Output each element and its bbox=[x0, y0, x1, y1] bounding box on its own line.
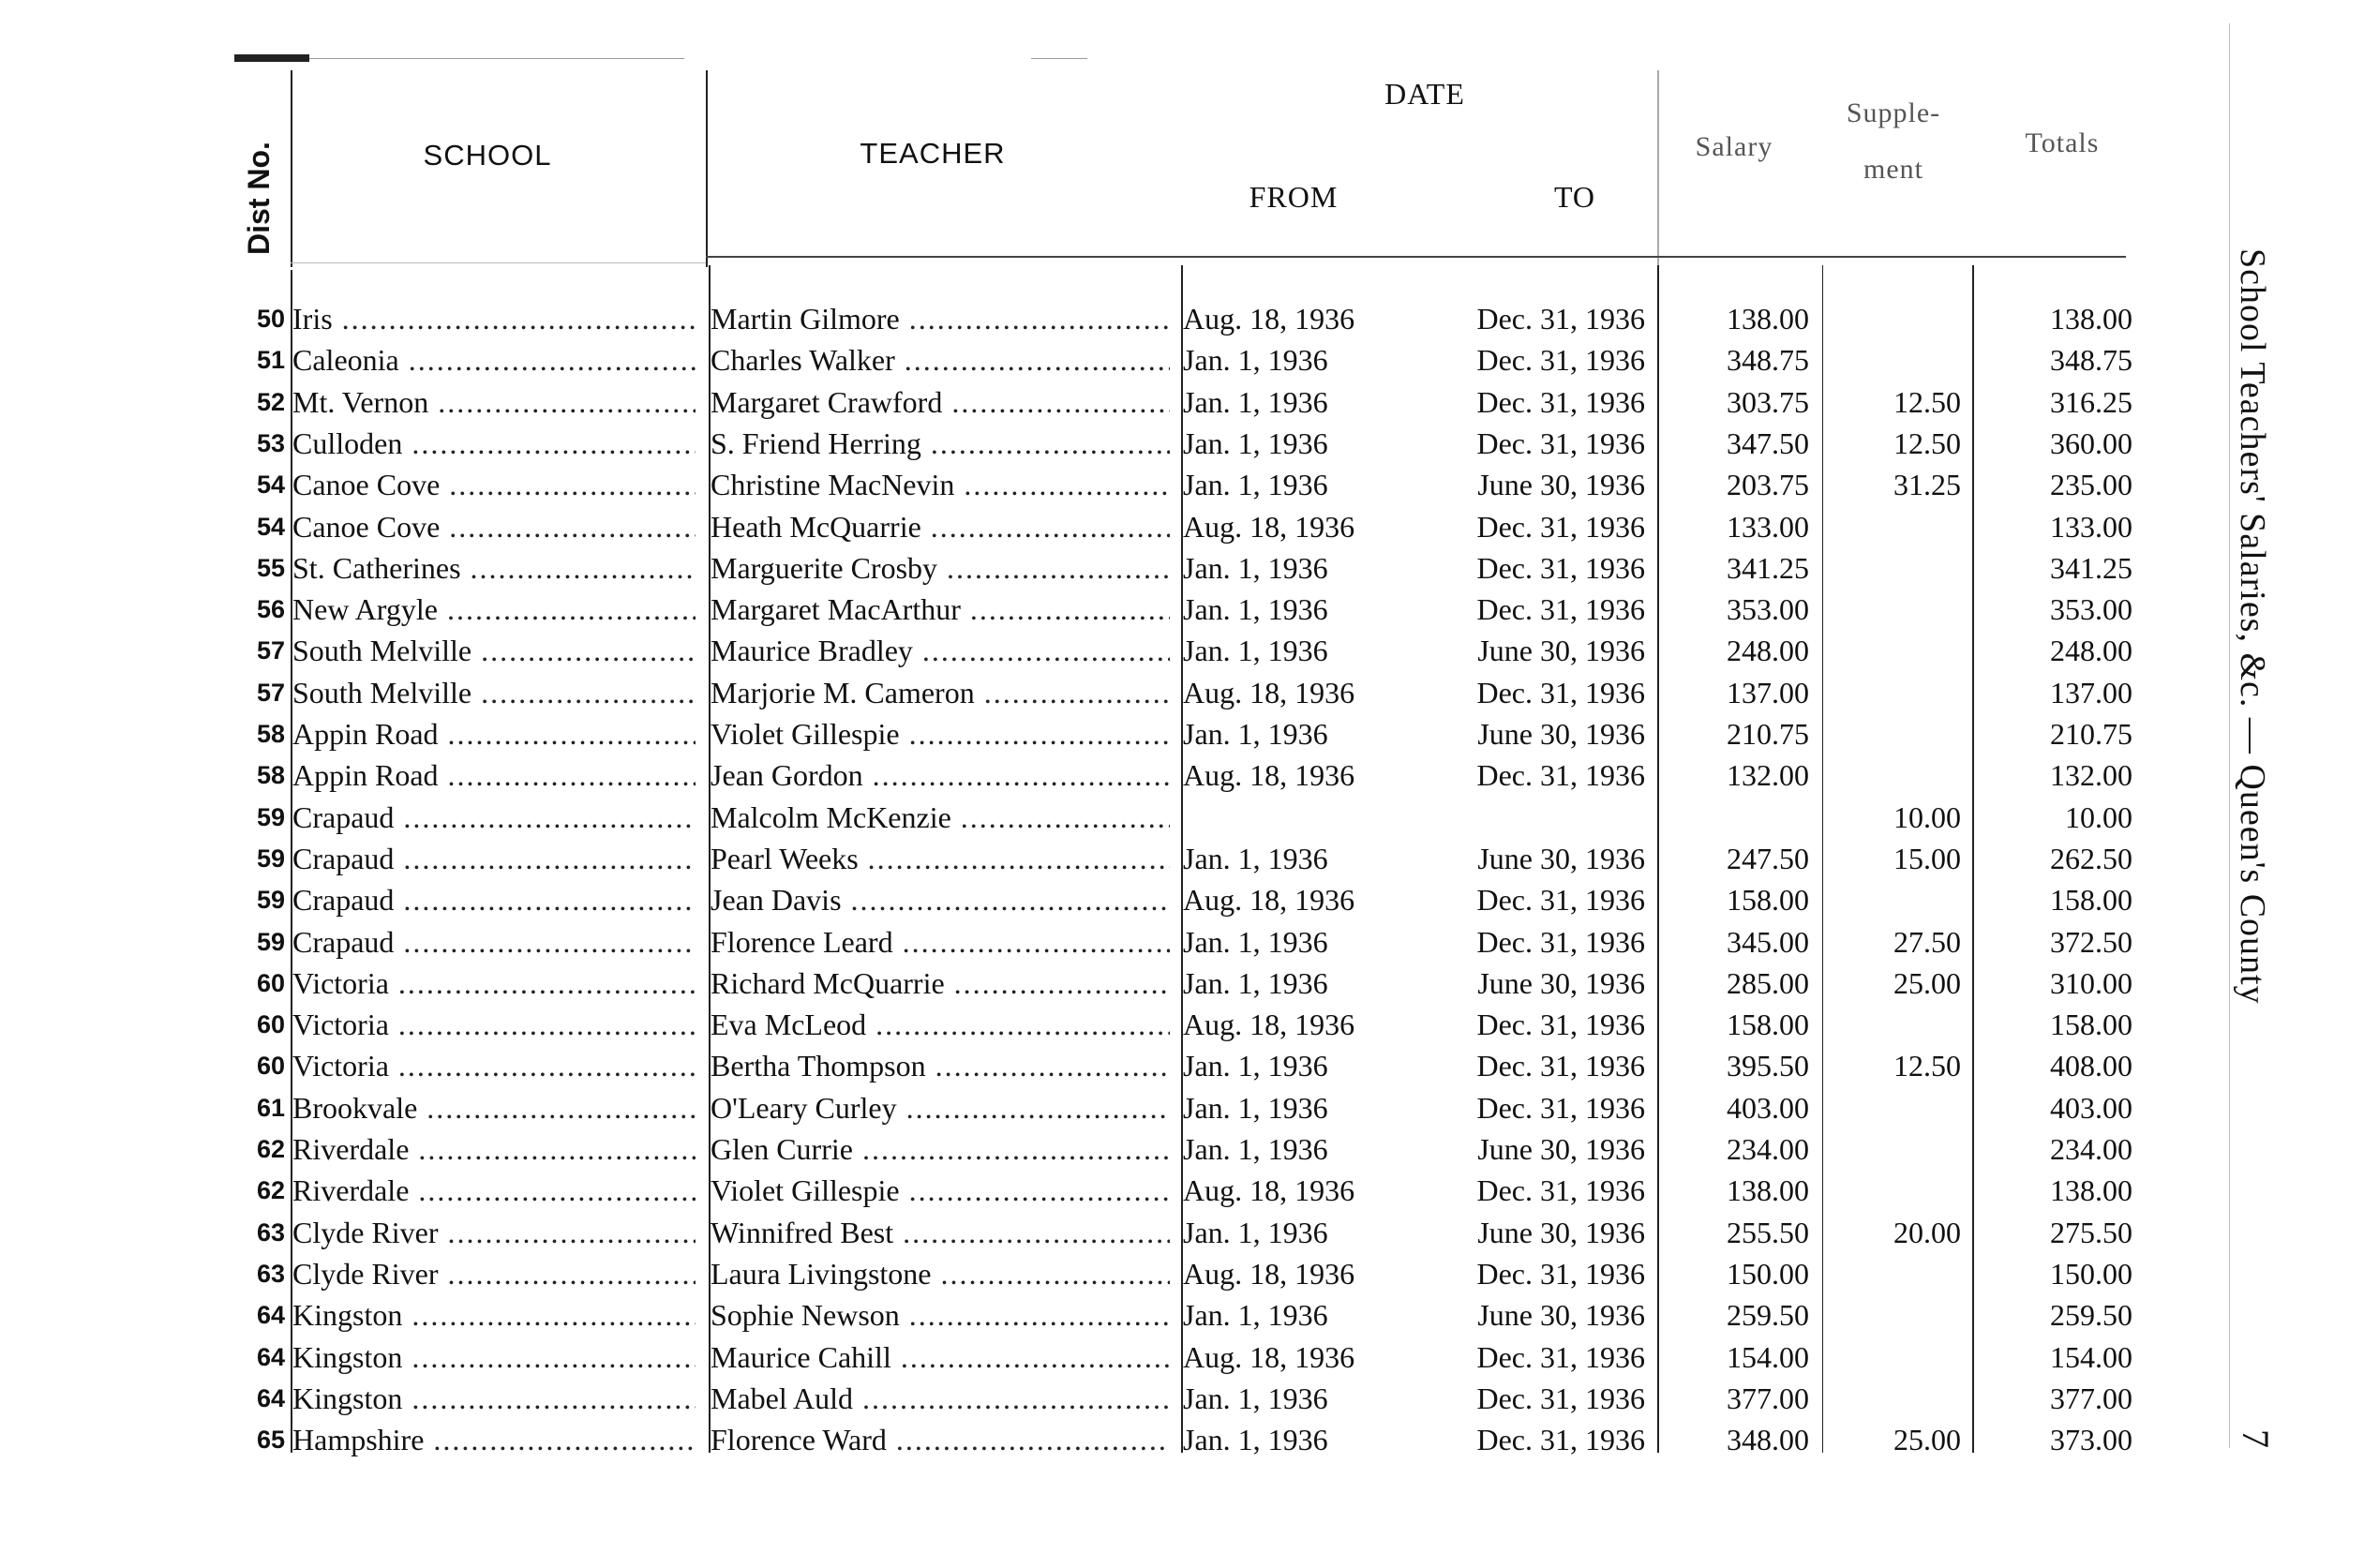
dist-number: 64 bbox=[256, 1301, 285, 1330]
supplement-amount: 10.00 bbox=[1893, 799, 1961, 834]
salary-amount: 203.75 bbox=[1727, 468, 1809, 502]
dist-number: 50 bbox=[256, 305, 285, 333]
table-row bbox=[0, 1212, 2250, 1253]
date-from: Aug. 18, 1936 bbox=[1183, 675, 1355, 709]
teacher-name: Laura Livingstone ..... bbox=[711, 1253, 1170, 1294]
teacher-name: Glen Currie ..... bbox=[711, 1128, 1170, 1170]
salary-amount: 303.75 bbox=[1727, 384, 1809, 419]
total-amount: 158.00 bbox=[2050, 1008, 2132, 1042]
school-name: Riverdale ..... bbox=[292, 1128, 696, 1170]
date-from: Jan. 1, 1936 bbox=[1183, 426, 1328, 460]
school-name: St. Catherines ..... bbox=[292, 547, 696, 589]
school-name: Crapaud ..... bbox=[292, 797, 696, 838]
total-amount: 348.75 bbox=[2050, 343, 2132, 378]
table-row bbox=[0, 1128, 2250, 1170]
table-row bbox=[0, 423, 2250, 464]
table-row bbox=[0, 339, 2250, 381]
date-from: Jan. 1, 1936 bbox=[1183, 924, 1328, 959]
date-to: Dec. 31, 1936 bbox=[1476, 1381, 1645, 1415]
salary-amount: 259.50 bbox=[1727, 1298, 1809, 1333]
teacher-name: Mabel Auld ..... bbox=[711, 1378, 1170, 1419]
header-totals: Totals bbox=[2025, 127, 2100, 158]
total-amount: 259.50 bbox=[2050, 1298, 2132, 1333]
teacher-name: S. Friend Herring ..... bbox=[711, 423, 1170, 464]
total-amount: 154.00 bbox=[2050, 1339, 2132, 1374]
dist-number: 59 bbox=[256, 927, 285, 956]
school-name: Canoe Cove ..... bbox=[292, 464, 696, 505]
salary-amount: 345.00 bbox=[1727, 924, 1809, 959]
date-to: Dec. 31, 1936 bbox=[1476, 1090, 1645, 1125]
date-from: Jan. 1, 1936 bbox=[1183, 1049, 1328, 1083]
table-row bbox=[0, 589, 2250, 630]
teacher-name: Marguerite Crosby ..... bbox=[711, 547, 1170, 589]
date-to: June 30, 1936 bbox=[1477, 1132, 1645, 1166]
salary-amount: 210.75 bbox=[1727, 717, 1809, 751]
date-to: June 30, 1936 bbox=[1477, 965, 1645, 1000]
total-amount: 138.00 bbox=[2050, 302, 2132, 336]
date-from: Aug. 18, 1936 bbox=[1183, 758, 1355, 793]
date-from: Jan. 1, 1936 bbox=[1183, 634, 1328, 668]
dist-number: 63 bbox=[256, 1217, 285, 1247]
school-name: Crapaud ..... bbox=[292, 879, 696, 920]
date-from: Aug. 18, 1936 bbox=[1183, 1173, 1355, 1208]
header-divider bbox=[706, 70, 708, 267]
dist-number: 59 bbox=[256, 844, 285, 873]
date-to: Dec. 31, 1936 bbox=[1476, 1049, 1645, 1083]
school-name: South Melville ..... bbox=[292, 630, 696, 671]
dist-number: 51 bbox=[256, 346, 285, 375]
table-row bbox=[0, 506, 2250, 547]
salary-amount: 133.00 bbox=[1727, 509, 1809, 544]
date-from: Aug. 18, 1936 bbox=[1183, 1339, 1355, 1374]
dist-number: 60 bbox=[256, 1010, 285, 1039]
school-name: Clyde River ..... bbox=[292, 1212, 696, 1253]
date-from: Aug. 18, 1936 bbox=[1183, 1008, 1355, 1042]
date-to: Dec. 31, 1936 bbox=[1476, 1339, 1645, 1374]
total-amount: 353.00 bbox=[2050, 592, 2132, 627]
teacher-name: Jean Gordon ..... bbox=[711, 754, 1170, 796]
date-to: June 30, 1936 bbox=[1477, 1298, 1645, 1333]
school-name: South Melville ..... bbox=[292, 672, 696, 713]
date-to: June 30, 1936 bbox=[1477, 1215, 1645, 1249]
school-name: Victoria ..... bbox=[292, 963, 696, 1004]
salary-amount: 158.00 bbox=[1727, 1008, 1809, 1042]
dist-number: 65 bbox=[256, 1426, 285, 1455]
salary-amount: 377.00 bbox=[1727, 1381, 1809, 1415]
salary-amount: 395.50 bbox=[1727, 1049, 1809, 1083]
total-amount: 235.00 bbox=[2050, 468, 2132, 502]
dist-number: 58 bbox=[256, 720, 285, 748]
dist-number: 60 bbox=[256, 1052, 285, 1081]
salary-amount: 403.00 bbox=[1727, 1090, 1809, 1125]
table-row bbox=[0, 963, 2250, 1004]
table-row bbox=[0, 1419, 2250, 1460]
header-bottom-rule bbox=[706, 256, 2126, 258]
total-amount: 132.00 bbox=[2050, 758, 2132, 793]
dist-number: 54 bbox=[256, 470, 285, 500]
teacher-name: Marjorie M. Cameron ..... bbox=[711, 672, 1170, 713]
table-row bbox=[0, 879, 2250, 920]
date-from: Jan. 1, 1936 bbox=[1183, 965, 1328, 1000]
header-divider bbox=[1657, 70, 1659, 267]
table-row bbox=[0, 630, 2250, 671]
total-amount: 262.50 bbox=[2050, 841, 2132, 875]
side-rule bbox=[2229, 23, 2230, 1448]
teacher-name: Margaret MacArthur ..... bbox=[711, 589, 1170, 630]
header-teacher: TEACHER bbox=[860, 137, 1006, 170]
date-from: Jan. 1, 1936 bbox=[1183, 717, 1328, 751]
dist-number: 62 bbox=[256, 1176, 285, 1205]
teacher-name: Margaret Crawford ..... bbox=[711, 381, 1170, 423]
dist-number: 61 bbox=[256, 1093, 285, 1122]
school-name: Canoe Cove ..... bbox=[292, 506, 696, 547]
teacher-name: Maurice Cahill ..... bbox=[711, 1337, 1170, 1378]
top-rule-mark bbox=[234, 54, 309, 62]
school-name: Caleonia ..... bbox=[292, 339, 696, 381]
date-from: Jan. 1, 1936 bbox=[1183, 550, 1328, 585]
teacher-name: Heath McQuarrie ..... bbox=[711, 506, 1170, 547]
dist-number: 59 bbox=[256, 886, 285, 915]
total-amount: 234.00 bbox=[2050, 1132, 2132, 1166]
salary-amount: 158.00 bbox=[1727, 883, 1809, 918]
date-from: Jan. 1, 1936 bbox=[1183, 1423, 1328, 1457]
table-row bbox=[0, 1378, 2250, 1419]
salary-amount: 353.00 bbox=[1727, 592, 1809, 627]
school-name: Culloden ..... bbox=[292, 423, 696, 464]
school-name: Riverdale ..... bbox=[292, 1170, 696, 1211]
dist-number: 53 bbox=[256, 428, 285, 457]
date-to: Dec. 31, 1936 bbox=[1476, 302, 1645, 336]
dist-number: 63 bbox=[256, 1259, 285, 1288]
header-supplement-line1: Supple- bbox=[1846, 97, 1941, 128]
header-date: DATE bbox=[1384, 77, 1465, 111]
school-name: Appin Road ..... bbox=[292, 754, 696, 796]
table-row bbox=[0, 672, 2250, 713]
running-title: School Teachers' Salaries, &c. — Queen's County bbox=[2233, 248, 2272, 1005]
dist-number: 58 bbox=[256, 761, 285, 790]
dist-number: 55 bbox=[256, 553, 285, 582]
table-row bbox=[0, 797, 2250, 838]
table-row bbox=[0, 464, 2250, 505]
teacher-name: O'Leary Curley ..... bbox=[711, 1087, 1170, 1128]
school-name: Kingston ..... bbox=[292, 1294, 696, 1336]
dist-number: 56 bbox=[256, 595, 285, 624]
teacher-name: Bertha Thompson ..... bbox=[711, 1045, 1170, 1086]
supplement-amount: 12.50 bbox=[1893, 1049, 1961, 1083]
school-name: New Argyle ..... bbox=[292, 589, 696, 630]
date-from: Jan. 1, 1936 bbox=[1183, 1215, 1328, 1249]
date-from: Aug. 18, 1936 bbox=[1183, 1256, 1355, 1291]
school-name: Clyde River ..... bbox=[292, 1253, 696, 1294]
school-name: Crapaud ..... bbox=[292, 921, 696, 963]
total-amount: 341.25 bbox=[2050, 550, 2132, 585]
total-amount: 316.25 bbox=[2050, 384, 2132, 419]
teacher-name: Sophie Newson ..... bbox=[711, 1294, 1170, 1336]
table-row bbox=[0, 713, 2250, 754]
teacher-name: Christine MacNevin ..... bbox=[711, 464, 1170, 505]
total-amount: 158.00 bbox=[2050, 883, 2132, 918]
header-from: FROM bbox=[1249, 180, 1339, 214]
header-school: SCHOOL bbox=[423, 139, 552, 172]
total-amount: 10.00 bbox=[2065, 799, 2132, 834]
salary-amount: 348.00 bbox=[1727, 1423, 1809, 1457]
supplement-amount: 15.00 bbox=[1893, 841, 1961, 875]
date-from: Aug. 18, 1936 bbox=[1183, 509, 1355, 544]
date-from: Jan. 1, 1936 bbox=[1183, 384, 1328, 419]
teacher-name: Florence Ward ..... bbox=[711, 1419, 1170, 1460]
header-salary: Salary bbox=[1695, 131, 1773, 162]
table-row bbox=[0, 381, 2250, 423]
teacher-name: Charles Walker ..... bbox=[711, 339, 1170, 381]
salary-amount: 234.00 bbox=[1727, 1132, 1809, 1166]
salary-amount: 132.00 bbox=[1727, 758, 1809, 793]
teacher-name: Florence Leard ..... bbox=[711, 921, 1170, 963]
salary-amount: 341.25 bbox=[1727, 550, 1809, 585]
total-amount: 248.00 bbox=[2050, 634, 2132, 668]
date-to: Dec. 31, 1936 bbox=[1476, 509, 1645, 544]
total-amount: 372.50 bbox=[2050, 924, 2132, 959]
date-to: Dec. 31, 1936 bbox=[1476, 1423, 1645, 1457]
salary-amount: 138.00 bbox=[1727, 1173, 1809, 1208]
date-from: Jan. 1, 1936 bbox=[1183, 1298, 1328, 1333]
supplement-amount: 12.50 bbox=[1893, 384, 1961, 419]
dist-number: 54 bbox=[256, 512, 285, 541]
supplement-amount: 31.25 bbox=[1893, 468, 1961, 502]
table-row bbox=[0, 1170, 2250, 1211]
header-supplement-line2: ment bbox=[1863, 154, 1923, 185]
total-amount: 210.75 bbox=[2050, 717, 2132, 751]
school-name: Kingston ..... bbox=[292, 1337, 696, 1378]
teacher-name: Malcolm McKenzie ..... bbox=[711, 797, 1170, 838]
dist-number: 64 bbox=[256, 1383, 285, 1412]
date-from: Jan. 1, 1936 bbox=[1183, 468, 1328, 502]
salary-amount: 248.00 bbox=[1727, 634, 1809, 668]
total-amount: 373.00 bbox=[2050, 1423, 2132, 1457]
school-name: Iris ..... bbox=[292, 298, 696, 339]
dist-number: 64 bbox=[256, 1342, 285, 1371]
date-to: Dec. 31, 1936 bbox=[1476, 1256, 1645, 1291]
total-amount: 138.00 bbox=[2050, 1173, 2132, 1208]
date-to: Dec. 31, 1936 bbox=[1476, 426, 1645, 460]
date-from: Aug. 18, 1936 bbox=[1183, 302, 1355, 336]
date-from: Jan. 1, 1936 bbox=[1183, 1381, 1328, 1415]
dist-number: 59 bbox=[256, 802, 285, 831]
date-to: Dec. 31, 1936 bbox=[1476, 343, 1645, 378]
teacher-name: Pearl Weeks ..... bbox=[711, 838, 1170, 879]
supplement-amount: 27.50 bbox=[1893, 924, 1961, 959]
salary-amount: 255.50 bbox=[1727, 1215, 1809, 1249]
date-to: June 30, 1936 bbox=[1477, 841, 1645, 875]
dist-number: 57 bbox=[256, 636, 285, 665]
teacher-name: Martin Gilmore ..... bbox=[711, 298, 1170, 339]
supplement-amount: 25.00 bbox=[1893, 965, 1961, 1000]
table-row bbox=[0, 1294, 2250, 1336]
page-number: 7 bbox=[2235, 1429, 2277, 1448]
teacher-name: Jean Davis ..... bbox=[711, 879, 1170, 920]
date-to: June 30, 1936 bbox=[1477, 634, 1645, 668]
table-row bbox=[0, 921, 2250, 963]
salary-amount: 285.00 bbox=[1727, 965, 1809, 1000]
total-amount: 360.00 bbox=[2050, 426, 2132, 460]
school-name: Crapaud ..... bbox=[292, 838, 696, 879]
date-to: June 30, 1936 bbox=[1477, 468, 1645, 502]
top-faint-rule bbox=[309, 58, 684, 59]
date-from: Jan. 1, 1936 bbox=[1183, 343, 1328, 378]
date-to: Dec. 31, 1936 bbox=[1476, 675, 1645, 709]
table-row bbox=[0, 1045, 2250, 1086]
top-faint-rule bbox=[1031, 58, 1087, 59]
total-amount: 275.50 bbox=[2050, 1215, 2132, 1249]
teacher-name: Eva McLeod ..... bbox=[711, 1004, 1170, 1045]
table-row bbox=[0, 547, 2250, 589]
header-divider bbox=[291, 70, 292, 267]
table-row bbox=[0, 1087, 2250, 1128]
date-from: Jan. 1, 1936 bbox=[1183, 841, 1328, 875]
date-from: Jan. 1, 1936 bbox=[1183, 1132, 1328, 1166]
teacher-name: Violet Gillespie ..... bbox=[711, 1170, 1170, 1211]
salary-amount: 137.00 bbox=[1727, 675, 1809, 709]
school-name: Mt. Vernon ..... bbox=[292, 381, 696, 423]
date-to: Dec. 31, 1936 bbox=[1476, 883, 1645, 918]
salary-amount: 348.75 bbox=[1727, 343, 1809, 378]
table-row bbox=[0, 838, 2250, 879]
total-amount: 137.00 bbox=[2050, 675, 2132, 709]
table-row bbox=[0, 754, 2250, 796]
school-name: Brookvale ..... bbox=[292, 1087, 696, 1128]
table-row bbox=[0, 1253, 2250, 1294]
date-to: June 30, 1936 bbox=[1477, 717, 1645, 751]
teacher-name: Richard McQuarrie ..... bbox=[711, 963, 1170, 1004]
school-name: Hampshire ..... bbox=[292, 1419, 696, 1460]
supplement-amount: 12.50 bbox=[1893, 426, 1961, 460]
date-to: Dec. 31, 1936 bbox=[1476, 1173, 1645, 1208]
table-row bbox=[0, 298, 2250, 339]
salary-amount: 347.50 bbox=[1727, 426, 1809, 460]
header-bottom-rule bbox=[291, 262, 706, 263]
dist-number: 57 bbox=[256, 678, 285, 707]
supplement-amount: 25.00 bbox=[1893, 1423, 1961, 1457]
salary-amount: 154.00 bbox=[1727, 1339, 1809, 1374]
total-amount: 310.00 bbox=[2050, 965, 2132, 1000]
dist-number: 62 bbox=[256, 1135, 285, 1163]
school-name: Victoria ..... bbox=[292, 1004, 696, 1045]
date-to: Dec. 31, 1936 bbox=[1476, 1008, 1645, 1042]
total-amount: 403.00 bbox=[2050, 1090, 2132, 1125]
salary-amount: 150.00 bbox=[1727, 1256, 1809, 1291]
school-name: Kingston ..... bbox=[292, 1378, 696, 1419]
total-amount: 133.00 bbox=[2050, 509, 2132, 544]
dist-number: 52 bbox=[256, 387, 285, 416]
header-to: TO bbox=[1553, 180, 1596, 214]
teacher-name: Winnifred Best ..... bbox=[711, 1212, 1170, 1253]
total-amount: 150.00 bbox=[2050, 1256, 2132, 1291]
school-name: Victoria ..... bbox=[292, 1045, 696, 1086]
school-name: Appin Road ..... bbox=[292, 713, 696, 754]
teacher-name: Maurice Bradley ..... bbox=[711, 630, 1170, 671]
salary-amount: 247.50 bbox=[1727, 841, 1809, 875]
total-amount: 408.00 bbox=[2050, 1049, 2132, 1083]
total-amount: 377.00 bbox=[2050, 1381, 2132, 1415]
supplement-amount: 20.00 bbox=[1893, 1215, 1961, 1249]
date-from: Jan. 1, 1936 bbox=[1183, 1090, 1328, 1125]
date-from: Aug. 18, 1936 bbox=[1183, 883, 1355, 918]
date-from: Jan. 1, 1936 bbox=[1183, 592, 1328, 627]
date-to: Dec. 31, 1936 bbox=[1476, 924, 1645, 959]
date-to: Dec. 31, 1936 bbox=[1476, 758, 1645, 793]
date-to: Dec. 31, 1936 bbox=[1476, 384, 1645, 419]
table-row bbox=[0, 1004, 2250, 1045]
salary-amount: 138.00 bbox=[1727, 302, 1809, 336]
date-to: Dec. 31, 1936 bbox=[1476, 592, 1645, 627]
dist-number: 60 bbox=[256, 968, 285, 997]
table-row bbox=[0, 1337, 2250, 1378]
date-to: Dec. 31, 1936 bbox=[1476, 550, 1645, 585]
header-dist-no: Dist No. bbox=[242, 142, 276, 255]
teacher-name: Violet Gillespie ..... bbox=[711, 713, 1170, 754]
